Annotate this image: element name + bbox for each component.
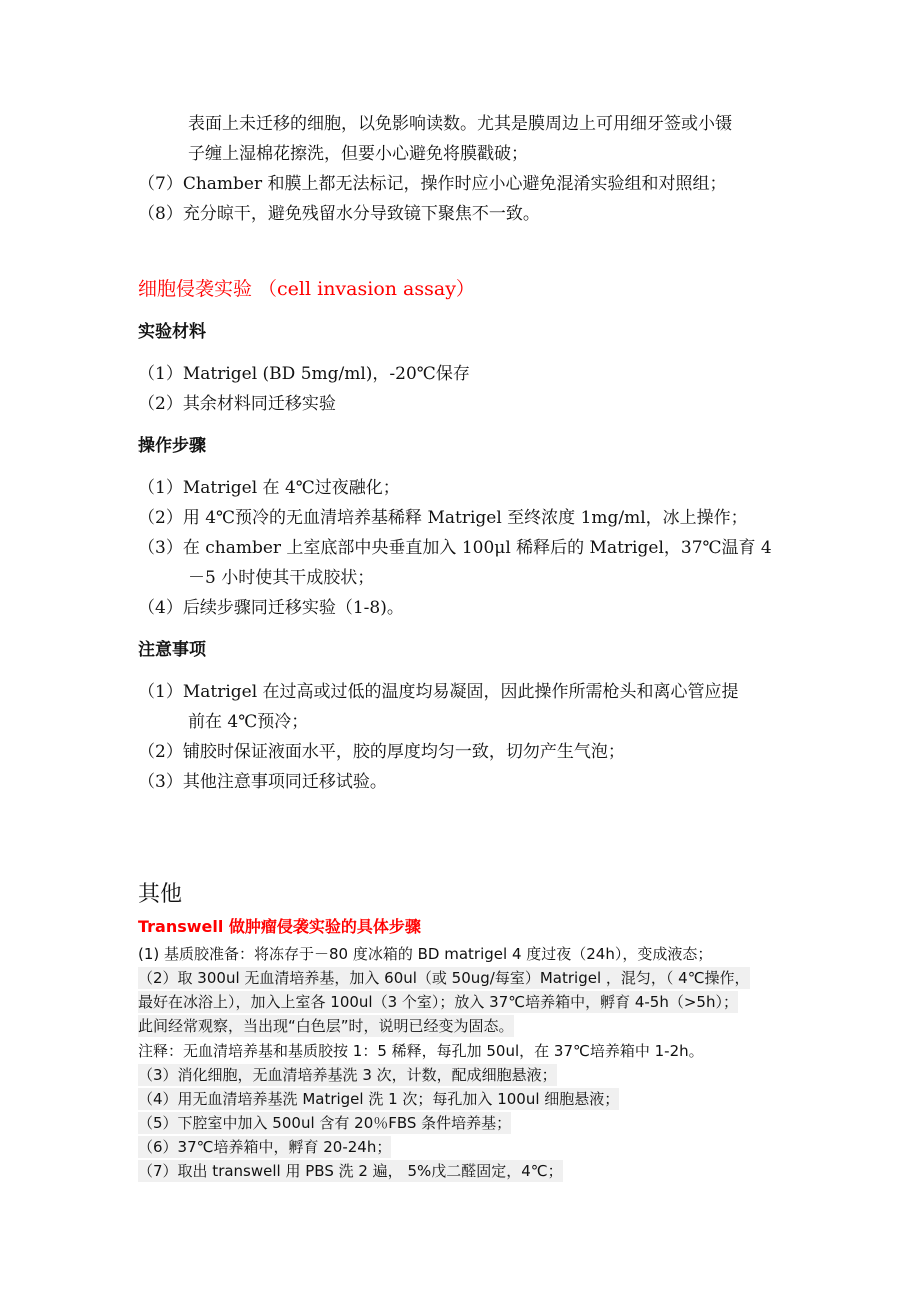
step-2: （2）用 4℃预冷的无血清培养基稀释 Matrigel 至终浓度 1mg/ml，冰上操作； bbox=[138, 508, 748, 528]
note-1-continuation: 前在 4℃预冷； bbox=[188, 712, 309, 732]
migration-note-continuation-1: 表面上未迁移的细胞，以免影响读数。尤其是膜周边上可用细牙签或小镊 bbox=[188, 114, 732, 134]
note-1: （1）Matrigel 在过高或过低的温度均易凝固，因此操作所需枪头和离心管应提 bbox=[138, 682, 739, 702]
materials-heading: 实验材料 bbox=[138, 322, 206, 342]
other-line-4: 此间经常观察，当出现“白色层”时，说明已经变为固态。 bbox=[138, 1017, 514, 1035]
invasion-section-title: 细胞侵袭实验 （cell invasion assay） bbox=[138, 278, 475, 300]
migration-note-8: （8）充分晾干，避免残留水分导致镜下聚焦不一致。 bbox=[138, 204, 540, 224]
other-line-7: （4）用无血清培养基洗 Matrigel 洗 1 次；每孔加入 100ul 细胞悬液； bbox=[138, 1090, 620, 1108]
other-line-10: （7）取出 transwell 用 PBS 洗 2 遍， 5%戊二醛固定，4℃； bbox=[138, 1162, 563, 1180]
other-line-9: （6）37℃培养箱中，孵育 20-24h； bbox=[138, 1138, 392, 1156]
notes-heading: 注意事项 bbox=[138, 640, 206, 660]
other-line-1: (1) 基质胶准备：将冻存于－80 度冰箱的 BD matrigel 4 度过夜（24h），变成液态； bbox=[138, 945, 713, 963]
step-3-continuation: －5 小时使其干成胶状； bbox=[188, 568, 375, 588]
migration-note-7: （7）Chamber 和膜上都无法标记，操作时应小心避免混淆实验组和对照组； bbox=[138, 174, 727, 194]
other-line-8: （5）下腔室中加入 500ul 含有 20％FBS 条件培养基； bbox=[138, 1114, 512, 1132]
other-line-5-note: 注释：无血清培养基和基质胶按 1：5 稀释，每孔加 50ul，在 37℃培养箱中 1-2h。 bbox=[138, 1042, 704, 1060]
materials-item-2: （2）其余材料同迁移实验 bbox=[138, 394, 336, 414]
step-3: （3）在 chamber 上室底部中央垂直加入 100μl 稀释后的 Matrigel，37℃温育 4 bbox=[138, 538, 772, 558]
other-line-2: （2）取 300ul 无血清培养基，加入 60ul（或 50ug/每室）Matrigel ，混匀，（ 4℃操作， bbox=[138, 969, 750, 987]
other-line-6: （3）消化细胞，无血清培养基洗 3 次，计数，配成细胞悬液； bbox=[138, 1066, 557, 1084]
other-line-3: 最好在冰浴上），加入上室各 100ul（3 个室）；放入 37℃培养箱中，孵育 4-5h（>5h）； bbox=[138, 993, 738, 1011]
note-3: （3）其他注意事项同迁移试验。 bbox=[138, 772, 387, 792]
materials-item-1: （1）Matrigel (BD 5mg/ml)，-20℃保存 bbox=[138, 364, 470, 384]
steps-heading: 操作步骤 bbox=[138, 436, 206, 456]
other-heading: 其他 bbox=[138, 882, 183, 907]
migration-note-continuation-2: 子缠上湿棉花擦洗，但要小心避免将膜戳破； bbox=[188, 144, 528, 164]
transwell-subtitle: Transwell 做肿瘤侵袭实验的具体步骤 bbox=[138, 917, 421, 936]
step-1: （1）Matrigel 在 4℃过夜融化； bbox=[138, 478, 400, 498]
step-4: （4）后续步骤同迁移实验（1-8)。 bbox=[138, 598, 404, 618]
note-2: （2）铺胶时保证液面水平，胶的厚度均匀一致，切勿产生气泡； bbox=[138, 742, 625, 762]
